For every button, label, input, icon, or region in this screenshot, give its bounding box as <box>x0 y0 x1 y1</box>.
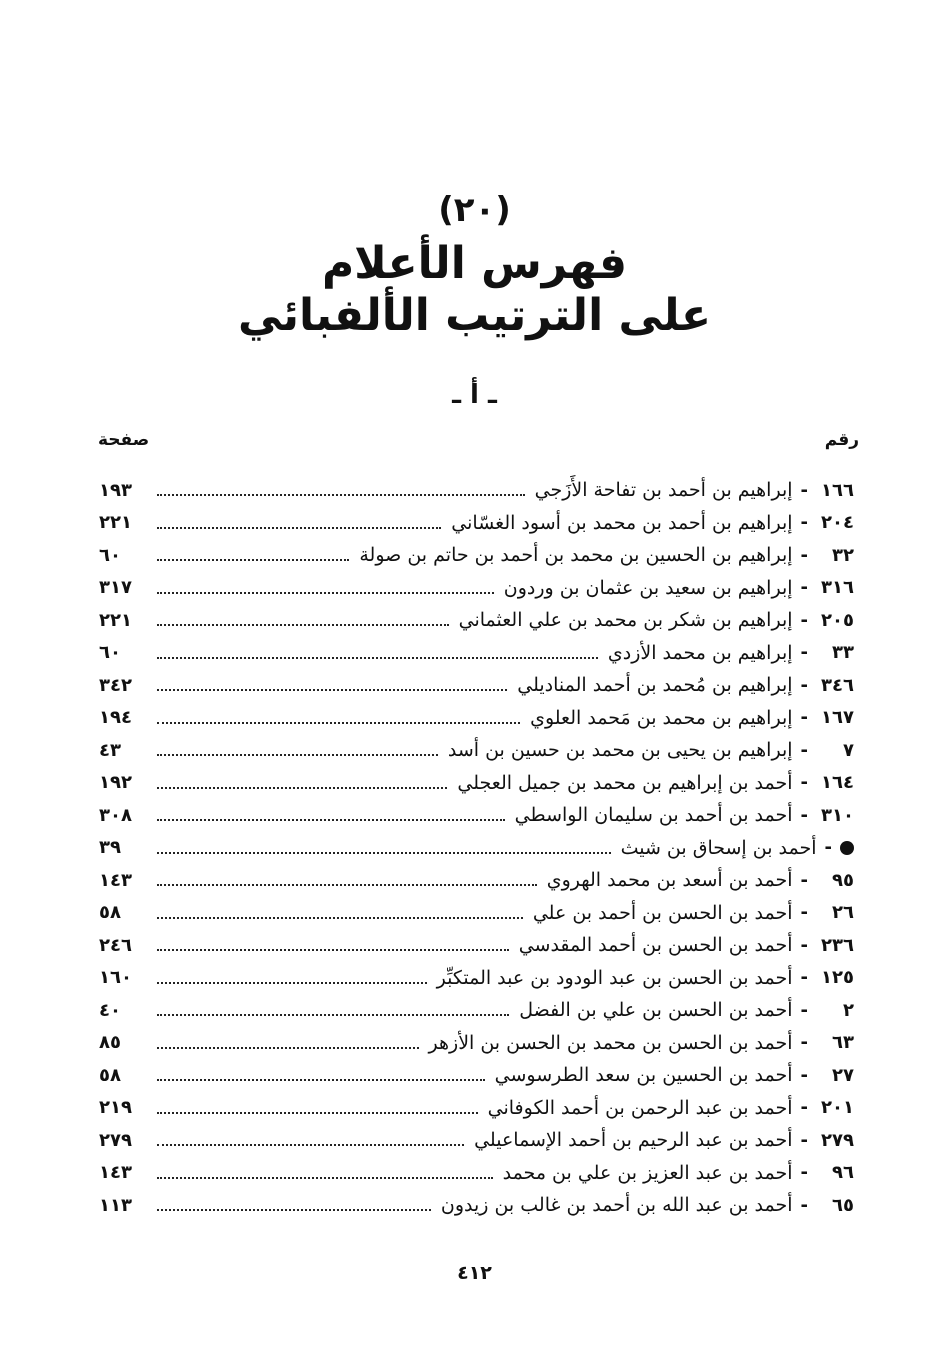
index-entry <box>99 994 854 1027</box>
entry-number: ٢ <box>843 999 854 1021</box>
page-number: ٤١٢ <box>457 1262 492 1284</box>
leader-dots <box>157 592 494 594</box>
index-entry <box>99 702 854 735</box>
entry-number: ١٢٥ <box>821 967 854 989</box>
index-entry <box>99 1092 854 1125</box>
entry-number: ١٦٦ <box>821 479 854 501</box>
index-entry <box>99 669 854 702</box>
index-entry <box>99 637 854 670</box>
index-entry <box>99 1124 854 1157</box>
index-entry <box>99 474 854 507</box>
index-entry <box>99 799 854 832</box>
leader-dots <box>157 1177 493 1179</box>
entry-number: ٢٠٥ <box>821 609 854 631</box>
entry-page-number: ٤٣ <box>99 739 121 761</box>
entry-page-number: ٦٠ <box>99 544 121 566</box>
entry-dash: - <box>800 902 808 924</box>
entry-page-number: ٣٠٨ <box>99 804 132 826</box>
entry-page-number: ٢٧٩ <box>99 1129 132 1151</box>
entry-dash: - <box>800 512 808 534</box>
entry-page-number: ٥٨ <box>99 1064 121 1086</box>
entry-page-number: ٣١٧ <box>99 577 132 599</box>
entry-dash: - <box>800 479 808 501</box>
entry-page-number: ١٤٣ <box>99 1162 132 1184</box>
entry-dash: - <box>824 837 832 859</box>
entry-dash: - <box>800 1162 808 1184</box>
number-column-header: رقم <box>824 430 859 450</box>
entry-dash: - <box>800 999 808 1021</box>
entry-number: ٢٠٤ <box>821 512 854 534</box>
entry-name: أحمد بن الحسن بن محمد بن الحسن بن الأزهر <box>428 1031 793 1054</box>
entry-name: أحمد بن الحسن بن أحمد بن علي <box>532 901 793 924</box>
leader-dots <box>157 722 520 724</box>
entry-number: ٣٤٦ <box>821 674 854 696</box>
entry-page-number: ٣٤٢ <box>99 674 132 696</box>
entry-name: إبراهيم بن أحمد بن تفاحة الأَزَجي <box>534 479 793 502</box>
leader-dots <box>157 1047 419 1049</box>
entry-page-number: ١٤٣ <box>99 869 132 891</box>
page-column-header: صفحة <box>98 430 150 450</box>
entry-name: إبراهيم بن سعيد بن عثمان بن وردون <box>503 576 793 599</box>
entry-dash: - <box>800 1064 808 1086</box>
entry-dash: - <box>800 577 808 599</box>
entry-dash: - <box>800 1194 808 1216</box>
leader-dots <box>157 657 598 659</box>
entry-page-number: ٣٩ <box>99 837 121 859</box>
index-entry <box>99 1059 854 1092</box>
entry-page-number: ١٩٤ <box>99 707 132 729</box>
entry-number: ١٦٧ <box>821 707 854 729</box>
entry-page-number: ٤٠ <box>99 999 121 1021</box>
entry-name: إبراهيم بن يحيى بن محمد بن حسين بن أسد <box>447 739 793 762</box>
leader-dots <box>157 494 525 496</box>
entry-page-number: ١١٣ <box>99 1194 132 1216</box>
entry-page-number: ٦٠ <box>99 642 121 664</box>
leader-dots <box>157 982 427 984</box>
entry-page-number: ١٩٢ <box>99 772 132 794</box>
entry-name: إبراهيم بن محمد بن مَحمد العلوي <box>530 706 793 729</box>
leader-dots <box>157 624 449 626</box>
entry-name: إبراهيم بن محمد الأزدي <box>607 641 793 664</box>
entry-page-number: ٢١٩ <box>99 1097 132 1119</box>
entry-dash: - <box>800 772 808 794</box>
leader-dots <box>157 559 349 561</box>
entry-name: أحمد بن عبد الرحمن بن أحمد الكوفاني <box>487 1096 793 1119</box>
index-entries-list <box>99 474 854 1222</box>
leader-dots <box>157 1209 431 1211</box>
index-entry <box>99 962 854 995</box>
entry-name: أحمد بن الحسن بن عبد الودود بن عبد المتكبِّر <box>436 966 793 989</box>
entry-number: ٩٥ <box>832 869 854 891</box>
entry-page-number: ٢٢١ <box>99 512 132 534</box>
entry-dash: - <box>800 967 808 989</box>
entry-number: ٣٣ <box>832 642 854 664</box>
entry-number: ٦٣ <box>832 1032 854 1054</box>
entry-dash: - <box>800 707 808 729</box>
entry-number: ٣٢ <box>832 544 854 566</box>
entry-dash: - <box>800 544 808 566</box>
entry-dash: - <box>800 869 808 891</box>
bullet-icon <box>840 841 854 855</box>
leader-dots <box>157 1014 509 1016</box>
index-entry <box>99 1189 854 1222</box>
entry-name: أحمد بن عبد الله بن أحمد بن غالب بن زيدون <box>440 1194 793 1217</box>
entry-dash: - <box>800 642 808 664</box>
index-entry <box>99 832 854 865</box>
section-letter-heading: ـ أ ـ <box>452 380 497 410</box>
index-entry <box>99 1027 854 1060</box>
entry-number: ٢٦ <box>832 902 854 924</box>
entry-number: ٢٧ <box>832 1064 854 1086</box>
entry-name: أحمد بن الحسن بن أحمد المقدسي <box>518 934 793 957</box>
entry-name: أحمد بن إبراهيم بن محمد بن جميل العجلي <box>457 771 793 794</box>
entry-name: إبراهيم بن مُحمد بن أحمد المناديلي <box>517 674 793 697</box>
chapter-number: (٢٠) <box>438 190 511 230</box>
index-entry <box>99 864 854 897</box>
entry-name: إبراهيم بن الحسين بن محمد بن أحمد بن حاتم بن صولة <box>359 544 793 567</box>
leader-dots <box>157 819 505 821</box>
entry-name: أحمد بن عبد العزيز بن علي بن محمد <box>502 1161 793 1184</box>
entry-number: ٦٥ <box>832 1194 854 1216</box>
leader-dots <box>157 527 441 529</box>
index-entry <box>99 539 854 572</box>
index-subtitle: على الترتيب الألفبائي <box>238 290 711 341</box>
leader-dots <box>157 1144 464 1146</box>
index-entry <box>99 572 854 605</box>
index-entry <box>99 767 854 800</box>
entry-name: أحمد بن الحسن بن علي بن الفضل <box>519 999 793 1022</box>
entry-name: أحمد بن أسعد بن محمد الهروي <box>546 869 793 892</box>
entry-number: ٢٣٦ <box>821 934 854 956</box>
index-entry <box>99 604 854 637</box>
index-entry <box>99 507 854 540</box>
entry-number: ٢٠١ <box>821 1097 854 1119</box>
entry-dash: - <box>800 1129 808 1151</box>
entry-dash: - <box>800 804 808 826</box>
entry-name: أحمد بن إسحاق بن شيث <box>620 836 817 859</box>
leader-dots <box>157 1079 485 1081</box>
entry-dash: - <box>800 609 808 631</box>
index-entry <box>99 1157 854 1190</box>
entry-name: إبراهيم بن شكر بن محمد بن علي العثماني <box>458 609 793 632</box>
leader-dots <box>157 689 507 691</box>
entry-name: إبراهيم بن أحمد بن محمد بن أسود الغسّاني <box>451 511 793 534</box>
entry-name: أحمد بن أحمد بن سليمان الواسطي <box>514 804 793 827</box>
entry-number: ٢٧٩ <box>821 1129 854 1151</box>
leader-dots <box>157 917 523 919</box>
entry-dash: - <box>800 934 808 956</box>
index-entry <box>99 734 854 767</box>
entry-name: أحمد بن عبد الرحيم بن أحمد الإسماعيلي <box>474 1129 793 1152</box>
entry-page-number: ٢٢١ <box>99 609 132 631</box>
entry-number: ٣١٠ <box>821 804 854 826</box>
entry-name: أحمد بن الحسين بن سعد الطرسوسي <box>494 1064 793 1087</box>
index-entry <box>99 897 854 930</box>
entry-dash: - <box>800 1097 808 1119</box>
leader-dots <box>157 852 611 854</box>
index-entry <box>99 929 854 962</box>
entry-page-number: ٥٨ <box>99 902 121 924</box>
entry-number: ٩٦ <box>832 1162 854 1184</box>
entry-number: ٧ <box>843 739 854 761</box>
entry-page-number: ١٩٣ <box>99 479 132 501</box>
leader-dots <box>157 754 438 756</box>
leader-dots <box>157 949 509 951</box>
entry-page-number: ١٦٠ <box>99 967 132 989</box>
leader-dots <box>157 1112 478 1114</box>
entry-dash: - <box>800 739 808 761</box>
entry-dash: - <box>800 1032 808 1054</box>
entry-dash: - <box>800 674 808 696</box>
leader-dots <box>157 787 447 789</box>
entry-number: ١٦٤ <box>821 772 854 794</box>
leader-dots <box>157 884 537 886</box>
entry-number: ٣١٦ <box>821 577 854 599</box>
entry-page-number: ٨٥ <box>99 1032 121 1054</box>
index-title: فهرس الأعلام <box>321 238 628 289</box>
entry-page-number: ٢٤٦ <box>99 934 132 956</box>
